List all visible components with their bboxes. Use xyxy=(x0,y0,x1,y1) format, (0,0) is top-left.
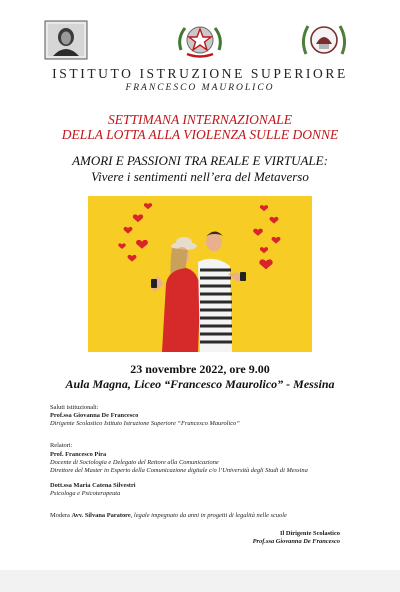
speaker-role: Docente di Sociologia e Delegato del Rettore alla Comunicazione xyxy=(50,459,219,466)
title-line-1: SETTIMANA INTERNAZIONALE xyxy=(108,112,292,127)
institute-name: ISTITUTO ISTRUZIONE SUPERIORE xyxy=(52,66,348,81)
title-line-2: DELLA LOTTA ALLA VIOLENZA SULLE DONNE xyxy=(61,127,339,142)
greetings-name: Prof.ssa Giovanna De Francesco xyxy=(50,412,139,419)
moderator-line xyxy=(50,512,287,520)
moderator-prefix: Modera xyxy=(50,512,70,519)
hero-illustration xyxy=(88,196,312,352)
signature-title: Il Dirigente Scolastico xyxy=(280,530,340,537)
subtitle-line-1: AMORI E PASSIONI TRA REALE E VIRTUALE: xyxy=(72,153,328,168)
institute-subname: FRANCESCO MAUROLICO xyxy=(125,83,275,93)
portrait-logo-icon xyxy=(43,20,89,60)
subtitle-line-2: Vivere i sentimenti nell’era del Metaverso xyxy=(91,169,309,184)
italian-emblem-icon xyxy=(175,20,225,60)
speaker-role: Psicologa e Psicoterapeuta xyxy=(50,490,121,497)
greetings-heading: Saluti istituzionali: xyxy=(50,404,99,411)
school-crest-icon xyxy=(298,20,350,60)
speaker-name: Prof. Francesco Pira xyxy=(50,451,107,458)
greetings-role: Dirigente Scolastico Istituto Istruzione Superiore “Francesco Maurolico” xyxy=(50,420,240,427)
signature-name: Prof.ssa Giovanna De Francesco xyxy=(252,538,340,545)
moderator-description: , legale impegnato da anni in progetti di legalità nelle scuole xyxy=(130,512,287,519)
event-date: 23 novembre 2022, ore 9.00 xyxy=(130,362,270,376)
moderator-name: Avv. Silvana Paratore xyxy=(71,512,131,519)
speaker-name: Dott.ssa Maria Catena Silvestri xyxy=(50,482,136,489)
speakers-heading: Relatori: xyxy=(50,442,73,449)
speaker-role: Direttore del Master in Esperto della Comunicazione digitale c/o l’Università degli Studi di Messina xyxy=(50,467,308,474)
event-place: Aula Magna, Liceo “Francesco Maurolico” - Messina xyxy=(65,377,335,391)
